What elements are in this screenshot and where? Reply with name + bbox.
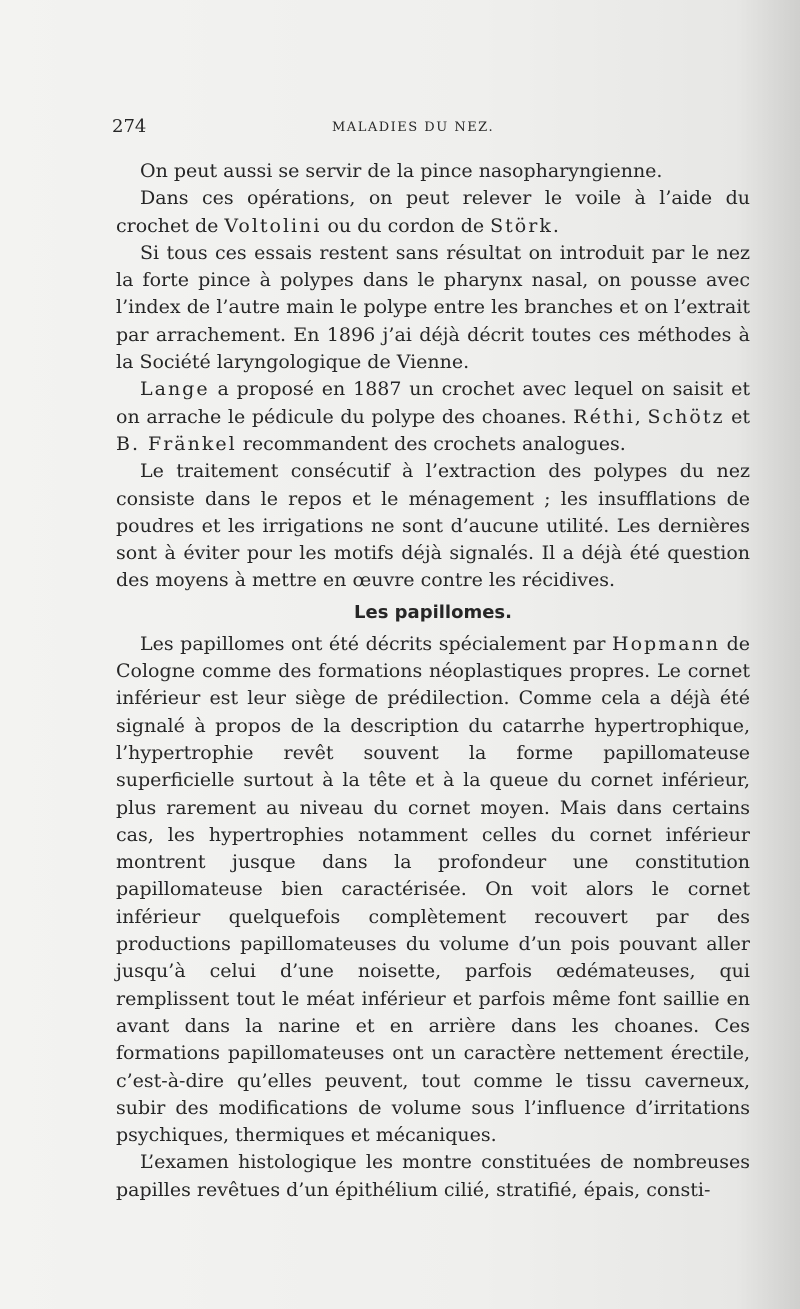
paragraph-text: ou du cordon de: [321, 214, 491, 237]
paragraph-crochet: [116, 376, 750, 458]
paragraph-text: a proposé en 1887 un crochet avec lequel on saisit et on arrache le pédicule du polype des choanes.: [116, 378, 750, 428]
author-name: Hopmann: [612, 632, 721, 655]
paragraph-text: L’examen histologique les montre constituées de nombreuses papilles revêtues d’un épithélium cilié, stratifié, épais, consti-: [116, 1151, 750, 1201]
running-head: [112, 116, 752, 140]
section-heading: Les papillomes.: [354, 601, 512, 623]
paragraph-text: et: [724, 405, 750, 428]
paragraph-pince: [116, 158, 750, 185]
paragraph-text: Les papillomes ont été décrits spécialement par: [140, 632, 613, 655]
author-name: Schötz: [647, 405, 725, 428]
running-title: MALADIES DU NEZ.: [332, 120, 495, 135]
paragraph-text: Dans ces opérations, on peut relever le voile à l’aide du crochet de: [116, 187, 750, 237]
paragraph-text: .: [552, 214, 559, 237]
author-name: B. Fränkel: [116, 432, 237, 455]
paragraph-text: Si tous ces essais restent sans résultat on introduit par le nez la forte pince à polypes dans le pharynx nasal, on pousse avec l’index de l’autre main le polype entre les branches et on l’extrait par arrachement. En 1896 j’ai déjà décrit toutes ces méthodes à la Société laryngologique de Vienne.: [116, 241, 750, 374]
paragraph-text: On peut aussi se servir de la pince nasopharyngienne.: [140, 160, 663, 182]
author-name: Lange: [140, 378, 210, 401]
paragraph-text: recommandent des crochets analogues.: [236, 432, 626, 455]
page-number: 274: [112, 116, 147, 137]
author-name: Störk: [490, 214, 553, 237]
paragraph-voile: [116, 185, 750, 240]
author-name: Voltolini: [224, 214, 322, 237]
paragraph-text: Le traitement consécutif à l’extraction des polypes du nez consiste dans le repos et le ménagement ; les insufflations de poudres et les irrigations ne sont d’aucune utilité. Les dernières sont à éviter pour les motifs déjà signalés. Il a déjà été question des moyens à mettre en œuvre contre les récidives.: [116, 460, 750, 592]
paragraph-essais: [116, 240, 750, 376]
paragraph-papillomes: [116, 631, 750, 1150]
body-text: [116, 158, 750, 1204]
paragraph-text: de Cologne comme des formations néoplastiques propres. Le cornet inférieur est leur siège de prédilection. Comme cela a déjà été signalé à propos de la description du catarrhe hypertrophique, l’hypertrophie revêt souvent la forme papillomateuse superficielle surtout à la tête et à la queue du cornet inférieur, plus rarement au niveau du cornet moyen. Mais dans certains cas, les hypertrophies notamment celles du cornet inférieur montrent jusque dans la profondeur une constitution papillomateuse bien caractérisée. On voit alors le cornet inférieur quelquefois complètement recouvert par des productions papillomateuses du volume d’un pois pouvant aller jusqu’à celui d’une noisette, parfois œdémateuses, qui remplissent tout le méat inférieur et parfois même font saillie en avant dans la narine et en arrière dans les choanes. Ces formations papillomateuses ont un caractère nettement érectile, c’est-à-dire qu’elles peuvent, tout comme le tissu caverneux, subir des modifications de volume sous l’influence d’irritations psychiques, thermiques et mécaniques.: [116, 632, 751, 1147]
paragraph-examen: [116, 1149, 750, 1204]
paragraph-traitement: [116, 458, 750, 594]
author-name: Réthi: [573, 405, 635, 428]
paragraph-text: ,: [634, 405, 648, 428]
